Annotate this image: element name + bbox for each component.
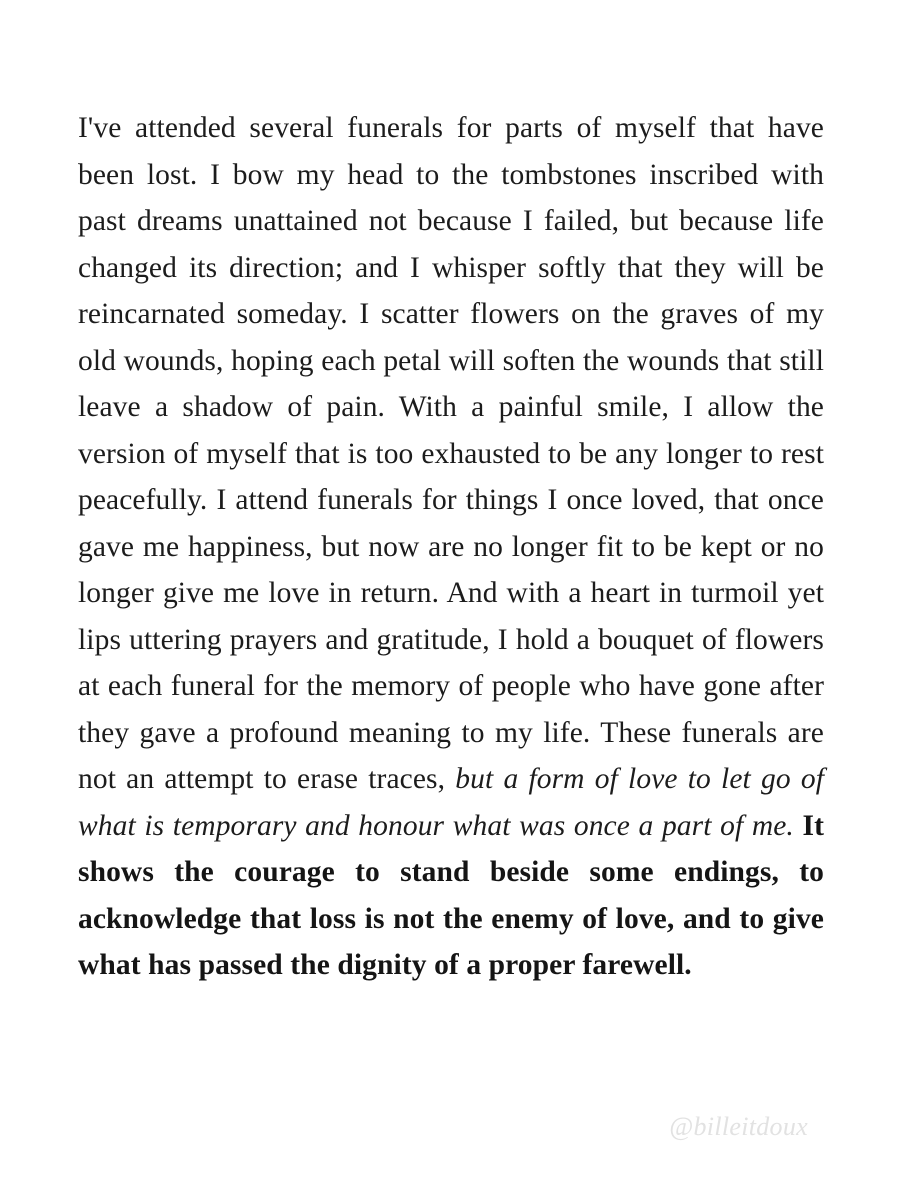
body-paragraph <box>78 105 824 989</box>
paragraph-italic-text: but a form of love to let go of what is temporary and honour what was once a part of me. <box>78 763 825 842</box>
paragraph-bold-text: It shows the courage to stand beside some endings, to acknowledge that loss is not the enemy of love, and to give what has passed the dignity of a proper farewell. <box>78 809 824 981</box>
paragraph-regular-text: I've attended several funerals for parts of myself that have been lost. I bow my head to the tombstones inscribed with past dreams unattained not because I failed, but because life changed its direction; and I whisper softly that they will be reincarnated someday. I scatter flowers on the graves of my old wounds, hoping each petal will soften the wounds that still leave a shadow of pain. With a painful smile, I allow the version of myself that is too exhausted to be any longer to rest peacefully. I attend funerals for things I once loved, that once gave me happiness, but now are no longer fit to be kept or no longer give me love in return. And with a heart in turmoil yet lips uttering prayers and gratitude, I hold a bouquet of flowers at each funeral for the memory of people who have gone after they gave a profound meaning to my life. These funerals are not an attempt to erase traces, <box>78 112 824 795</box>
author-watermark: @billeitdoux <box>669 1112 808 1141</box>
